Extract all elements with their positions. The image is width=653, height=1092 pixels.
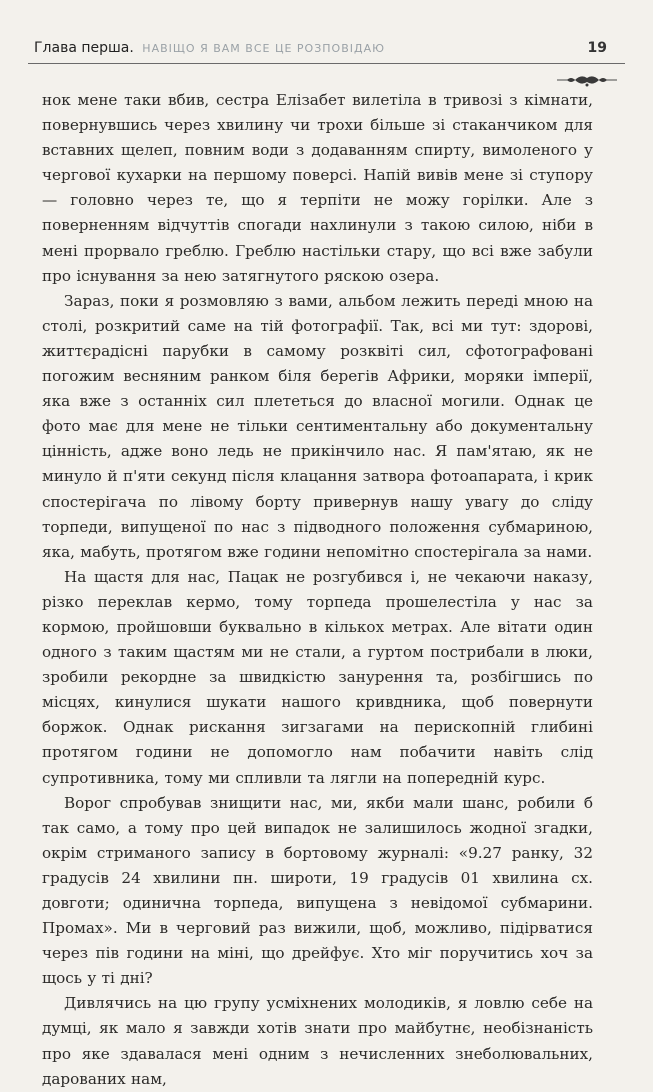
body-text [42,88,593,1092]
header-rule [28,63,625,64]
paragraph: Дивлячись на цю групу усміхнених молодиків, я ловлю себе на думці, як мало я завжди хотів знати про майбутнє, необізнаність про яке здавалася мені одним з нечисленних знеболювальних, дарованих нам, [42,994,593,1088]
chapter-label: Глава перша. [34,40,134,56]
chapter-heading [34,40,385,56]
paragraph: Зараз, поки я розмовляю з вами, альбом лежить переді мною на столі, розкритий саме на тій фотографії. Так, всі ми тут: здорові, життєрадісні парубки в самому розквіті сил, сфотографовані погожим весняним ранком біля берегів Африки, моряки імперії, яка вже з останніх сил плететься до власної могили. Однак це фото має для мене не тільки сентиментальну або документальну цінність, адже воно ледь не прикінчило нас. Я пам'ятаю, як не минуло й п'яти секунд після клацання затвора фотоапарата, і крик спостерігача по лівому борту привернув нашу увагу до сліду торпеди, випущеної по нас з підводного положення субмариною, яка, мабуть, протягом вже години непомітно спостерігала за нами. [42,291,593,561]
paragraph: Ворог спробував знищити нас, ми, якби мали шанс, робили б так само, а тому про цей випадок не залишилось жодної згадки, окрім стриманого запису в бортовому журналі: «9.27 ранку, 32 градусів 24 хвилини пн. широти, 19 градусів 01 хвилина сх. довготи; одинична торпеда, випущена з невідомої субмарини. Промах». Ми в черговий раз вижили, щоб, можливо, підірватися через пів години на міні, що дрейфує. Хто міг поручитись хоч за щось у ті дні? [42,793,593,988]
running-header [28,30,625,70]
page-number: 19 [587,40,607,56]
paragraph: На щастя для нас, Пацак не розгубився і, не чекаючи наказу, різко переклав кермо, тому торпеда прошелестіла у нас за кормою, пройшовши буквально в кількох метрах. Але вітати один одного з таким щастям ми не стали, а гуртом пострибали в люки, зробили рекордне за швидкістю занурення та, розбігшись по місцях, кинулися шукати нашого кривдника, щоб повернути боржок. Однак рискання зигзагами на перископній глибині протягом години не допомогло нам побачити навіть слід супротивника, тому ми спливли та лягли на попередній курс. [42,567,593,787]
chapter-title: НАВІЩО Я ВАМ ВСЕ ЦЕ РОЗПОВІДАЮ [142,42,385,55]
paragraph: нок мене таки вбив, сестра Елізабет вилетіла в тривозі з кімнати, повернувшись через хвилину чи трохи більше зі стаканчиком для вставних щелеп, повним води з додаванням спирту, вимоленого у черговоï кухарки на першому поверсі. Напій вивів мене зі ступору — головно через те, що я терпіти не можу горілки. Але з поверненням відчуттів спогади нахлинули з такою силою, ніби в мені прорвало греблю. Греблю настільки стару, що всі вже забули про існування за нею затягнутого ряскою озера. [42,91,593,285]
